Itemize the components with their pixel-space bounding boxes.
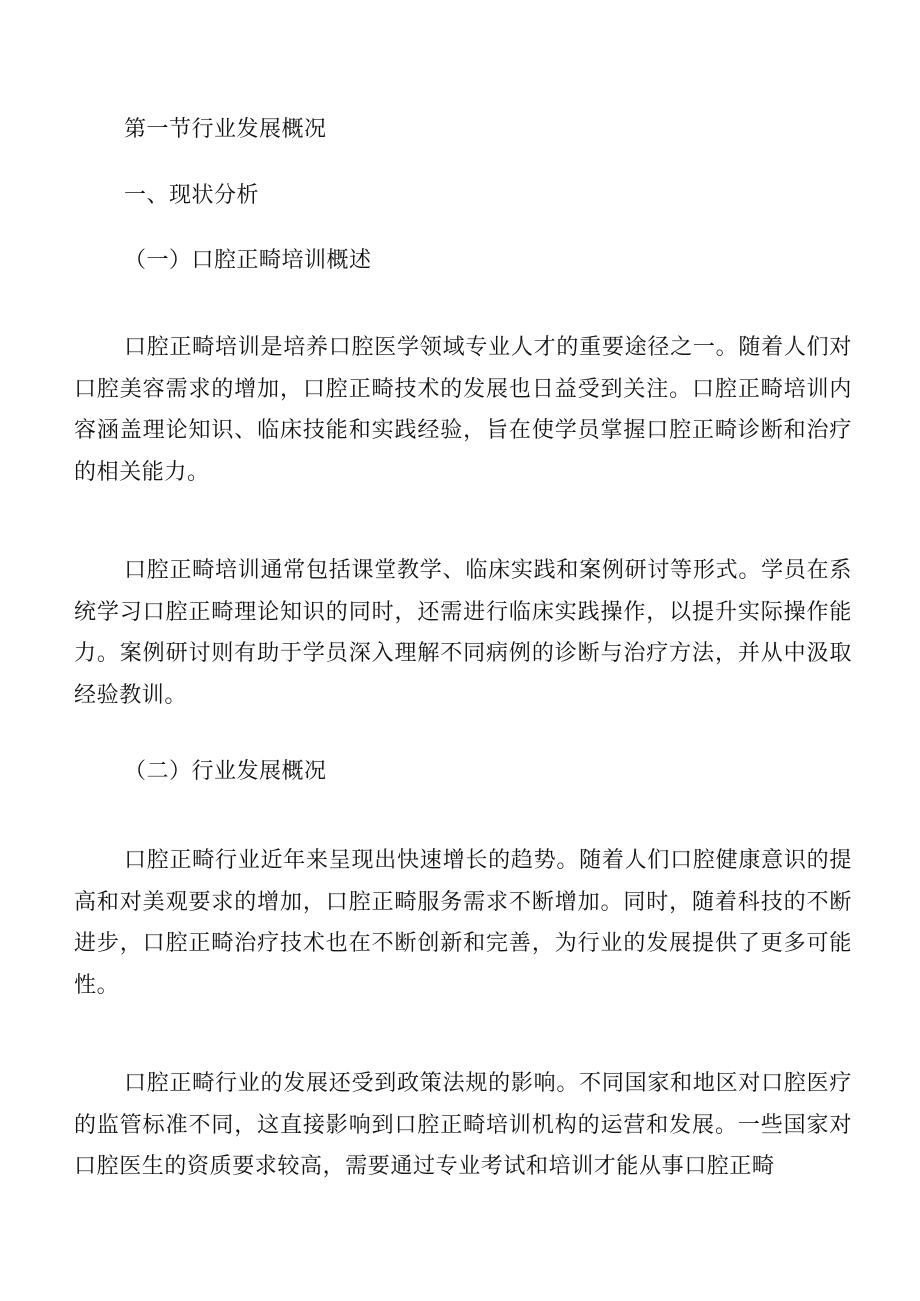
topic-heading-industry: （二）行业发展概况: [124, 759, 327, 784]
section-title: 第一节行业发展概况: [124, 117, 327, 142]
paragraph-training-forms: 口腔正畸培训通常包括课堂教学、临床实践和案例研讨等形式。学员在系统学习口腔正畸理论知识的同时，还需进行临床实践操作，以提升实际操作能力。案例研讨则有助于学员深入理解不同病例的诊断与治疗方法，并从中汲取经验教训。: [74, 558, 852, 708]
paragraph-industry-policy: 口腔正畸行业的发展还受到政策法规的影响。不同国家和地区对口腔医疗的监管标准不同，这直接影响到口腔正畸培训机构的运营和发展。一些国家对口腔医生的资质要求较高，需要通过专业考试和培训才能从事口腔正畸: [74, 1071, 852, 1179]
paragraph-industry-growth: 口腔正畸行业近年来呈现出快速增长的趋势。随着人们口腔健康意识的提高和对美观要求的增加，口腔正畸服务需求不断增加。同时，随着科技的不断进步，口腔正畸治疗技术也在不断创新和完善，为行业的发展提供了更多可能性。: [74, 848, 852, 998]
topic-heading-overview: （一）口腔正畸培训概述: [124, 248, 372, 273]
paragraph-training-intro: 口腔正畸培训是培养口腔医学领域专业人才的重要途径之一。随着人们对口腔美容需求的增加，口腔正畸技术的发展也日益受到关注。口腔正畸培训内容涵盖理论知识、临床技能和实践经验，旨在使学员掌握口腔正畸诊断和治疗的相关能力。: [74, 335, 852, 485]
subsection-title: 一、现状分析: [124, 183, 260, 208]
